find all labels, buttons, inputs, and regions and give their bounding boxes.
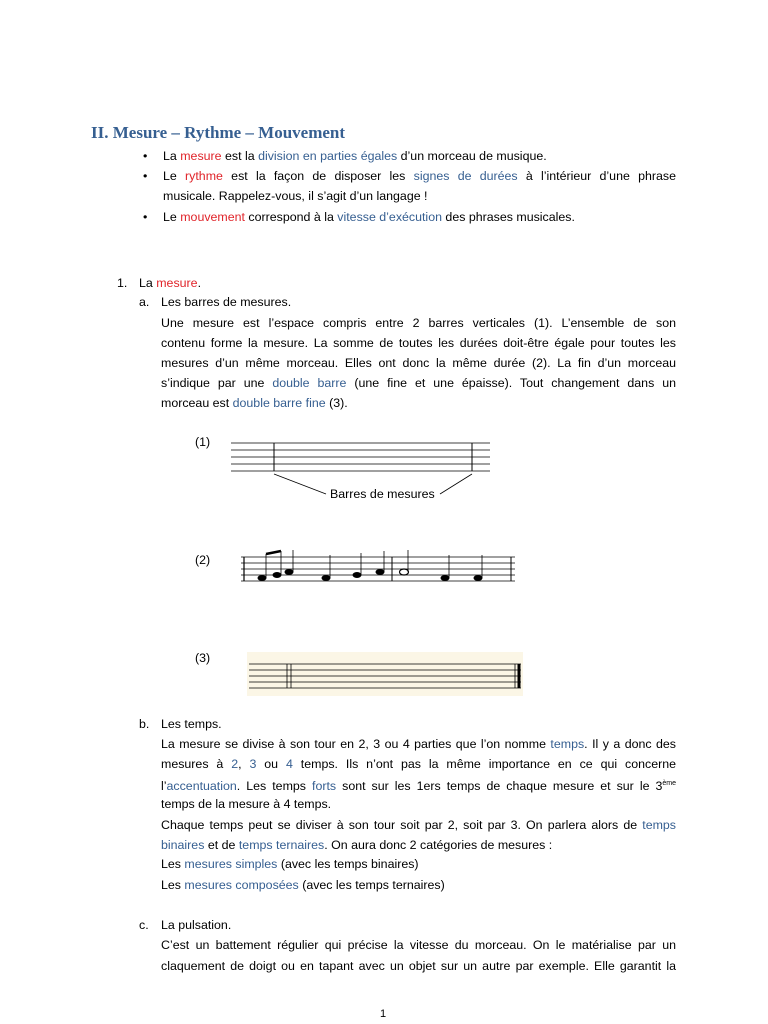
para-b-line4: temps de la mesure à 4 temps. (161, 797, 332, 811)
text: Les (161, 857, 185, 871)
bullet-dot: • (143, 149, 148, 163)
intro-bullet-3 (163, 207, 575, 227)
section-number: 1. (117, 276, 128, 290)
keyword-division: division en parties égales (258, 149, 398, 163)
para-a-line2: contenu forme la mesure. La somme de toutes les durées doit-être égale pour toutes les (161, 336, 676, 350)
intro-bullet-1 (163, 146, 547, 166)
keyword-rythme: rythme (185, 169, 223, 183)
text: l’ (161, 779, 167, 794)
text: La mesure se divise à son tour en 2, 3 ou 4 parties que l’on nomme (161, 737, 551, 751)
figure-1-caption: Barres de mesures (330, 487, 435, 501)
bullet-dot: • (143, 210, 148, 224)
keyword-mesures-simples: mesures simples (184, 857, 278, 871)
keyword-2: 2 (231, 757, 239, 771)
text: correspond à la (244, 210, 338, 224)
keyword-vitesse: vitesse d’exécution (337, 210, 442, 224)
text: Le (163, 210, 181, 224)
text: La (163, 149, 181, 163)
keyword-accentuation: accentuation (166, 779, 237, 794)
text: des phrases musicales. (441, 210, 575, 224)
intro-bullet-2-line2: musicale. Rappelez-vous, il s’agit d’un langage ! (163, 189, 428, 203)
para-a-line3: mesures d’un même morceau. Elles ont donc la même durée (2). La fin d’un morceau (161, 356, 676, 370)
para-b-line5 (161, 815, 676, 835)
para-b-line7 (161, 854, 419, 874)
keyword-mouvement: mouvement (180, 210, 245, 224)
keyword-mesure: mesure (156, 276, 198, 290)
text: morceau est (161, 396, 233, 410)
sub-title-b: Les temps. (161, 717, 222, 731)
text: sont sur les 1ers temps de chaque mesure et sur le 3 (336, 779, 663, 794)
page-number: 1 (380, 1008, 387, 1020)
para-b-line8 (161, 875, 445, 895)
keyword-binaires: binaires (161, 838, 205, 852)
sub-title-c: La pulsation. (161, 918, 232, 932)
text: s’indique par une (161, 376, 273, 390)
keyword-mesure: mesure (180, 149, 222, 163)
text: est la (221, 149, 259, 163)
text: Le (163, 169, 186, 183)
keyword-double-barre-fine: double barre fine (232, 396, 326, 410)
para-c-line1: C’est un battement régulier qui précise la vitesse du morceau. On le matérialise par un (161, 938, 676, 952)
figure-2-staff (238, 545, 518, 587)
keyword-temps-ternaires: temps ternaires (238, 838, 325, 852)
text: est la façon de disposer les (222, 169, 414, 183)
para-a-line4 (161, 373, 676, 393)
sub-letter-b: b. (139, 717, 150, 731)
text: . Il y a donc des (584, 737, 676, 751)
sub-letter-a: a. (139, 295, 150, 309)
keyword-forts: forts (312, 779, 337, 794)
text: (avec les temps binaires) (277, 857, 419, 871)
sub-letter-c: c. (139, 918, 149, 932)
figure-1-label: (1) (195, 435, 211, 449)
para-b-line1 (161, 734, 676, 754)
keyword-temps: temps (642, 818, 676, 832)
keyword-mesures-composees: mesures composées (184, 878, 299, 892)
text: mesures à (161, 757, 232, 771)
figure-3-staff (247, 652, 523, 696)
text: temps. Ils n’ont pas la même importance en ce qui concerne (292, 757, 676, 771)
figure-2-label: (2) (195, 553, 211, 567)
text: La (139, 276, 157, 290)
section-heading: II. Mesure – Rythme – Mouvement (91, 123, 346, 142)
text: , (238, 757, 250, 771)
text: d’un morceau de musique. (397, 149, 547, 163)
para-b-line6 (161, 835, 552, 855)
text: et de (204, 838, 239, 852)
para-c-line2: claquement de doigt ou en tapant avec un objet sur un autre par exemple. Elle garantit la (161, 959, 676, 973)
para-b-line3 (161, 774, 676, 796)
para-b-line2 (161, 754, 676, 774)
text: . On aura donc 2 catégories de mesures : (324, 838, 553, 852)
text: ou (256, 757, 286, 771)
keyword-3: 3 (249, 757, 257, 771)
bullet-dot: • (143, 169, 148, 183)
keyword-double-barre: double barre (272, 376, 347, 390)
section-title (139, 273, 201, 293)
text: (3). (325, 396, 348, 410)
text: Les (161, 878, 185, 892)
text: à l’intérieur d’une phrase (517, 169, 676, 183)
sub-title-a: Les barres de mesures. (161, 295, 292, 309)
text: . (197, 276, 202, 290)
keyword-signes: signes de durées (413, 169, 518, 183)
superscript: ème (662, 780, 676, 787)
para-a-line5 (161, 393, 348, 413)
keyword-4: 4 (285, 757, 293, 771)
para-a-line1: Une mesure est l’espace compris entre 2 barres verticales (1). L’ensemble de son (161, 316, 676, 330)
text: (avec les temps ternaires) (298, 878, 445, 892)
keyword-temps: temps (550, 737, 585, 751)
intro-bullet-2-line1 (163, 166, 676, 186)
figure-3-label: (3) (195, 651, 211, 665)
text: Chaque temps peut se diviser à son tour soit par 2, soit par 3. On parlera alors de (161, 818, 643, 832)
text: . Les temps (236, 779, 312, 794)
text: (une fine et une épaisse). Tout changement dans un (346, 376, 676, 390)
